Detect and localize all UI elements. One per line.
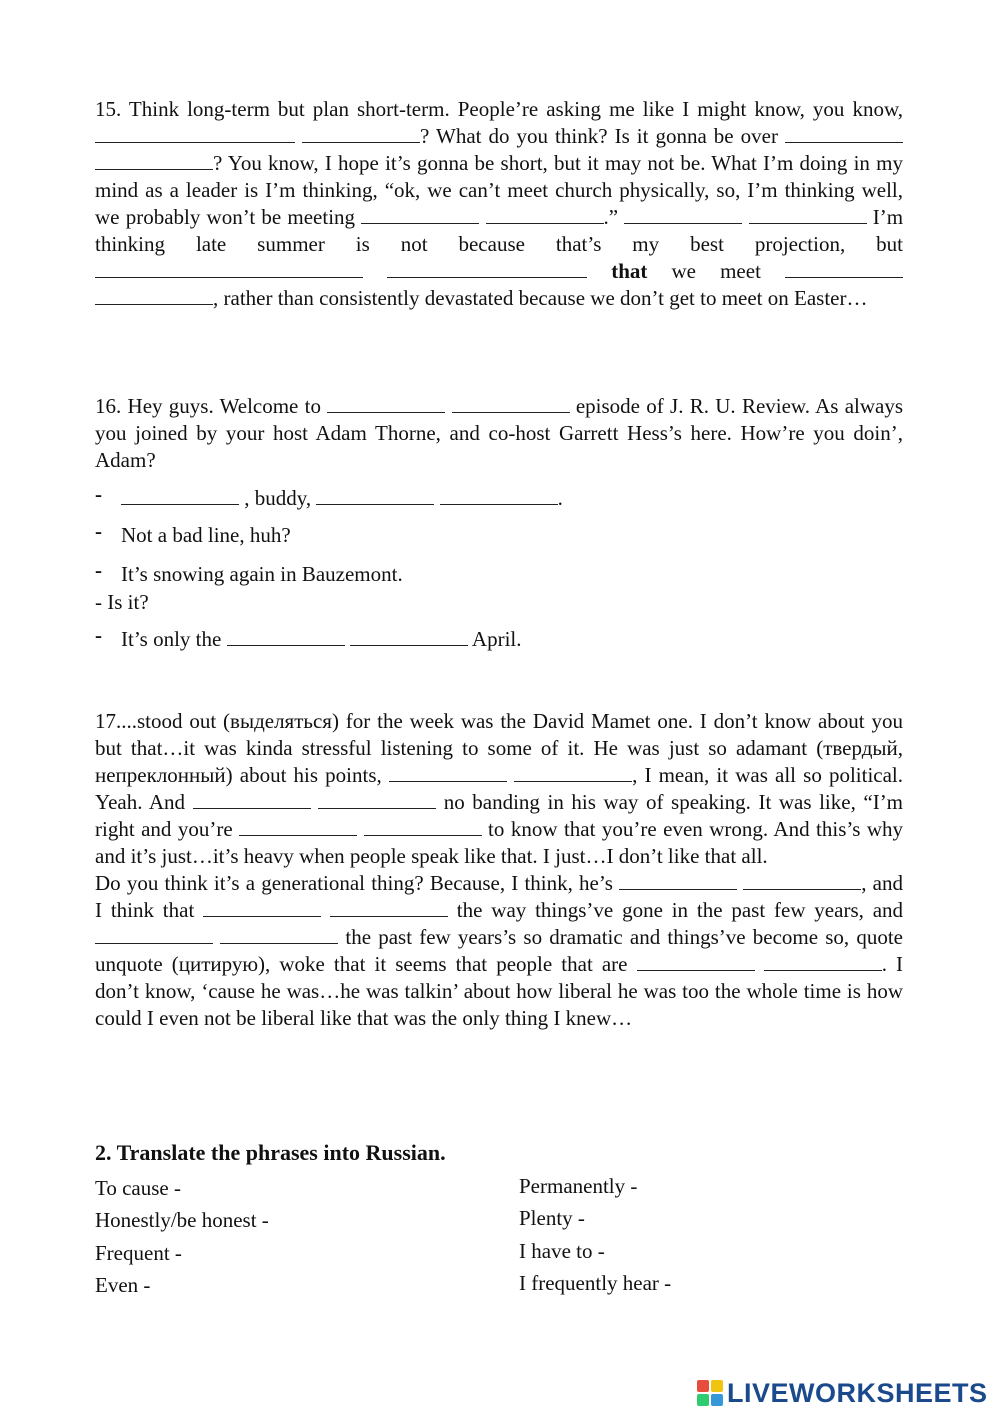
phrase-left-4: Even - — [95, 1273, 151, 1297]
dialogue-text: , buddy, — [244, 486, 312, 510]
item-number-15: 15. — [95, 97, 122, 121]
blank-input[interactable] — [387, 259, 587, 278]
blank-input[interactable] — [785, 124, 903, 143]
p17-text-2: , I mean, it was all so political. Yeah. And — [95, 763, 904, 814]
p17-text-1: ...stood out (выделяться) for the week was the David Mamet one. I don’t know about you but that…it was kinda stressful listening to some of it. He was just so adamant (твердый, непреклонный) about his points, — [95, 709, 903, 787]
blank-input[interactable] — [350, 627, 468, 646]
phrase-left-3: Frequent - — [95, 1241, 182, 1265]
p17-text-5: Do you think it’s a generational thing? Because, I think, he’s — [95, 871, 613, 895]
blank-input[interactable] — [389, 763, 507, 782]
blank-input[interactable] — [764, 952, 882, 971]
logo-square — [711, 1394, 723, 1406]
dialogue-text: April. — [471, 627, 522, 651]
blank-input[interactable] — [203, 898, 321, 917]
dash-bullet: - — [95, 482, 102, 506]
blank-input[interactable] — [624, 205, 742, 224]
blank-input[interactable] — [302, 124, 420, 143]
item-number-17: 17. — [95, 709, 122, 733]
dialogue-text: . — [557, 486, 563, 510]
phrase-right-2: Plenty - — [519, 1206, 585, 1230]
item-number-16: 16. — [95, 394, 122, 418]
p17-text-7: the way things’ve gone in the past few years, and — [456, 898, 904, 922]
blank-input[interactable] — [95, 124, 295, 143]
dialogue-text: It’s only the — [121, 627, 222, 651]
p15-text-4: .” — [603, 205, 619, 229]
dash-bullet: - — [95, 623, 102, 647]
dialogue-line-5 — [95, 623, 522, 653]
blank-input[interactable] — [327, 394, 445, 413]
p15-text-7: , rather than consistently devastated because we don’t get to meet on Easter… — [213, 286, 868, 310]
p17-text-4: to know that you’re even wrong. And this’s why and it’s just…it’s heavy when people speak like that. I just…I don’t like that all. — [95, 817, 904, 868]
dash-bullet: - — [95, 519, 102, 543]
phrase-right-4: I frequently hear - — [519, 1271, 672, 1295]
paragraph-16 — [95, 393, 903, 474]
p15-text-2: ? What do you think? Is it gonna be over — [420, 124, 778, 148]
p17-text-6: , and I think that — [95, 871, 904, 922]
paragraph-17 — [95, 708, 903, 1032]
paragraph-15 — [95, 96, 903, 312]
logo-text: LIVEWORKSHEETS — [727, 1377, 988, 1408]
phrase-right-3: I have to - — [519, 1239, 605, 1263]
p16-text-1: Hey guys. Welcome to — [127, 394, 321, 418]
phrase-left-2: Honestly/be honest - — [95, 1208, 269, 1232]
blank-input[interactable] — [121, 486, 239, 505]
p15-bold-word: that — [611, 259, 648, 283]
dialogue-text: Not a bad line, huh? — [121, 523, 291, 547]
blank-input[interactable] — [95, 286, 213, 305]
phrase-right-1: Permanently - — [519, 1174, 638, 1198]
logo-square — [697, 1394, 709, 1406]
dialogue-line-1 — [95, 482, 563, 512]
blank-input[interactable] — [440, 486, 558, 505]
logo-square — [697, 1380, 709, 1392]
blank-input[interactable] — [220, 925, 338, 944]
blank-input[interactable] — [452, 394, 570, 413]
p15-text-3: ? You know, I hope it’s gonna be short, but it may not be. What I’m doing in my mind as a leader is I’m thinking, “ok, we can’t meet church physically, so, I’m thinking well, we probably won’t be meeting — [95, 151, 903, 229]
blank-input[interactable] — [330, 898, 448, 917]
phrase-left-1: To cause - — [95, 1176, 181, 1200]
blank-input[interactable] — [239, 817, 357, 836]
blank-input[interactable] — [316, 486, 434, 505]
blank-input[interactable] — [95, 925, 213, 944]
blank-input[interactable] — [227, 627, 345, 646]
dialogue-line-3 — [95, 558, 403, 588]
blank-input[interactable] — [785, 259, 903, 278]
blank-input[interactable] — [364, 817, 482, 836]
p17-text-8: the past few years’s so dramatic and things’ve become so, quote unquote (цитирую), woke that it seems that people that are — [95, 925, 903, 976]
p15-text-5: I’m thinking late summer is not because that’s my best projection, but — [95, 205, 904, 256]
dialogue-line-2 — [95, 519, 291, 549]
p17-text-9: . I don’t know, ‘cause he was…he was talkin’ about how liberal he was too the whole time is how could I even not be liberal like that was the only thing I knew… — [95, 952, 904, 1030]
blank-input[interactable] — [361, 205, 479, 224]
blank-input[interactable] — [486, 205, 604, 224]
blank-input[interactable] — [619, 871, 737, 890]
blank-input[interactable] — [514, 763, 632, 782]
dash-bullet: - — [95, 558, 102, 582]
blank-input[interactable] — [743, 871, 861, 890]
dialogue-text: It’s snowing again in Bauzemont. — [121, 562, 403, 586]
p15-text-1: Think long-term but plan short-term. People’re asking me like I might know, you know, — [128, 97, 903, 121]
blank-input[interactable] — [193, 790, 311, 809]
p17-text-3: no banding in his way of speaking. It was like, “I’m right and you’re — [95, 790, 904, 841]
blank-input[interactable] — [749, 205, 867, 224]
blank-input[interactable] — [95, 151, 213, 170]
p15-text-6: we meet — [671, 259, 761, 283]
section-title: 2. Translate the phrases into Russian. — [95, 1140, 446, 1165]
dialogue-text: - Is it? — [95, 590, 149, 614]
liveworksheets-logo — [697, 1377, 988, 1409]
liveworksheets-icon — [697, 1380, 723, 1406]
blank-input[interactable] — [95, 259, 363, 278]
blank-input[interactable] — [637, 952, 755, 971]
logo-square — [711, 1380, 723, 1392]
blank-input[interactable] — [318, 790, 436, 809]
dialogue-line-4 — [95, 589, 149, 616]
p16-text-2: episode of J. R. U. Review. As always you joined by your host Adam Thorne, and co-host Garrett Hess’s here. How’re you doin’, Adam? — [95, 394, 904, 472]
